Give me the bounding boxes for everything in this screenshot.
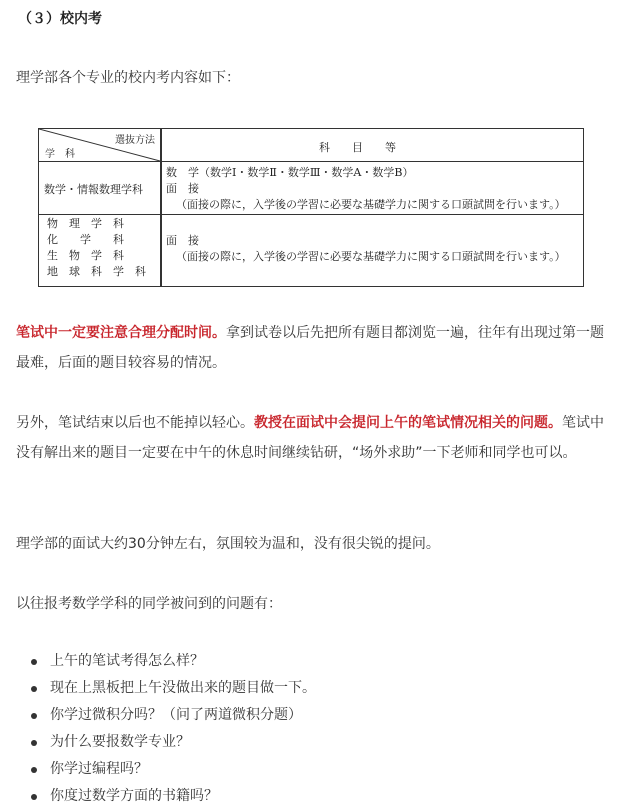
paragraph-interview: 理学部的面试大约30分钟左右，氛围较为温和，没有很尖锐的提问。 xyxy=(16,536,440,552)
body-text: 另外，笔试结束以后也不能掉以轻心。 xyxy=(16,415,254,431)
table-row1-line: （面接の際に，入学後の学習に必要な基礎学力に関する口頭試問を行います。） xyxy=(176,198,566,211)
table-row1-line: 数 学（数学Ⅰ・数学Ⅱ・数学Ⅲ・数学A・数学B） xyxy=(166,166,414,179)
table-row2-line: （面接の際に，入学後の学習に必要な基礎学力に関する口頭試問を行います。） xyxy=(176,250,566,263)
list-item: 你度过数学方面的书籍吗？ xyxy=(0,783,316,810)
section-title: （３）校内考 xyxy=(18,11,102,27)
exam-table xyxy=(38,128,584,287)
paragraph-questions-intro: 以往报考数学学科的同学被问到的问题有： xyxy=(16,596,282,612)
bullet-icon xyxy=(31,740,37,746)
highlight-text: 教授在面试中会提问上午的笔试情况相关的问题。 xyxy=(254,415,562,431)
table-header-method: 選抜方法 xyxy=(115,135,155,146)
bullet-icon xyxy=(31,794,37,800)
table-row1-line: 面 接 xyxy=(166,182,199,195)
table-dept: 地 球 科 学 科 xyxy=(47,265,146,278)
list-item: 为什么要报数学专业？ xyxy=(0,729,316,756)
table-divider-header xyxy=(39,161,583,162)
body-text: 拿到试卷以后先把所有题目都浏览一遍，往年有出现过第一题最难，后面的题目较容易的情况。 xyxy=(16,325,604,371)
list-item: 你学过编程吗？ xyxy=(0,756,316,783)
table-divider-vertical xyxy=(160,129,162,286)
table-dept-math: 数学・情報数理学科 xyxy=(44,183,143,196)
bullet-icon xyxy=(31,659,37,665)
body-text: 笔试中没有解出来的题目一定要在中午的休息时间继续钻研，“场外求助”一下老师和同学也可以。 xyxy=(16,415,604,461)
table-row2-line: 面 接 xyxy=(166,234,199,247)
table-header-subjects: 科 目 等 xyxy=(319,141,396,154)
highlight-text: 笔试中一定要注意合理分配时间。 xyxy=(16,325,226,341)
list-item: 你学过微积分吗？（问了两道微积分题） xyxy=(0,702,316,729)
table-dept: 生 物 学 科 xyxy=(47,249,124,262)
table-dept: 物 理 学 科 xyxy=(47,217,124,230)
bullet-icon xyxy=(31,713,37,719)
intro-text: 理学部各个专业的校内考内容如下： xyxy=(16,70,240,86)
list-item: 上午的笔试考得怎么样？ xyxy=(0,648,316,675)
bullet-icon xyxy=(31,686,37,692)
list-item: 现在上黑板把上午没做出来的题目做一下。 xyxy=(0,675,316,702)
table-dept: 化 学 科 xyxy=(47,233,124,246)
paragraph-after-exam xyxy=(16,408,608,468)
question-list xyxy=(0,648,316,810)
paragraph-time-management xyxy=(16,318,608,378)
bullet-icon xyxy=(31,767,37,773)
table-header-dept: 学 科 xyxy=(45,149,75,160)
